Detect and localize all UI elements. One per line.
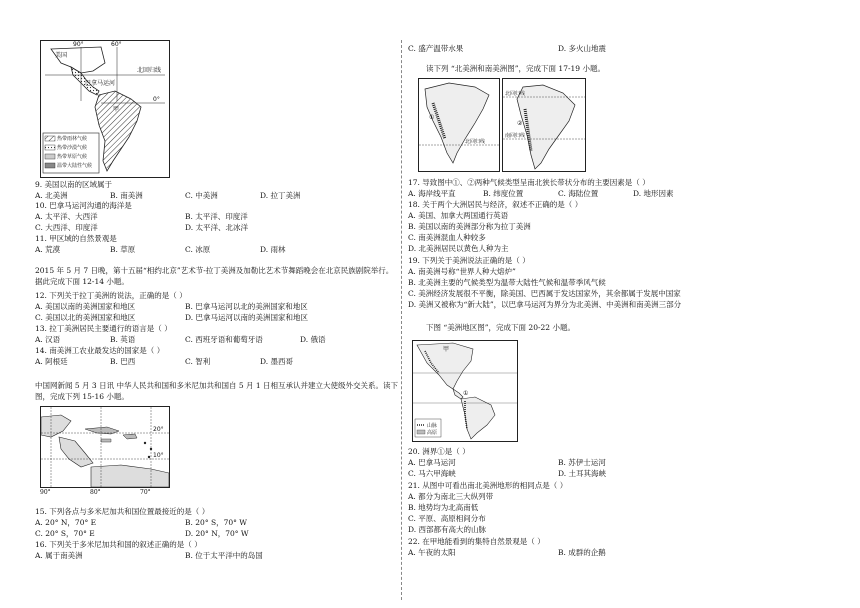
q14-option-a: A. 阿根廷 — [35, 357, 68, 366]
q20-option-a: A. 巴拿马运河 — [408, 458, 456, 467]
q14-option-d: D. 墨西哥 — [260, 357, 294, 366]
tropic-n-label-sa: 北回归线 — [505, 91, 526, 97]
q19-stem: 19. 下列关于美洲说法正确的是（ ） — [408, 256, 530, 265]
map4-one: ① — [463, 390, 469, 397]
left-column — [30, 0, 400, 608]
q10-option-a: A. 太平洋、大西洋 — [35, 212, 98, 221]
lon80-label-map2: 80° — [90, 489, 101, 496]
q13-option-a: A. 汉语 — [35, 335, 61, 344]
q14-option-c: C. 智利 — [185, 357, 211, 366]
q13-option-d: D. 俄语 — [300, 335, 326, 344]
q9-option-a: A. 北美洲 — [35, 191, 68, 200]
q13-stem: 13. 拉丁美洲居民主要通行的语言是（ ） — [35, 324, 172, 333]
q11-stem: 11. 甲区域的自然景观是 — [35, 234, 117, 243]
tropic-n-label: 北回归线 — [465, 139, 486, 145]
tropic-label: 北回归线 — [137, 67, 162, 74]
lat20-label: 20° — [153, 426, 164, 433]
q20-stem: 20. 洲界①是（ ） — [408, 447, 470, 456]
q17-option-c: C. 海陆位置 — [558, 189, 599, 198]
legend-plateau: 高原 — [427, 430, 438, 436]
column-divider — [401, 40, 402, 600]
q19-option-b: B. 北美洲主要的气候类型为温带大陆性气候和温带季风气候 — [408, 278, 606, 287]
q18-option-b: B. 美国以南的美洲部分称为拉丁美洲 — [408, 222, 531, 231]
tropic-s-label: 南回归线 — [505, 133, 526, 139]
q15-option-b: B. 20° S，70° W — [185, 518, 247, 527]
q19-option-a: A. 南美洲号称“世界人种大熔炉” — [408, 267, 516, 276]
north-america-map — [418, 78, 500, 172]
q18-option-c: C. 南美洲混血人种较多 — [408, 233, 486, 242]
intro-12-14-line2: 据此完成下面 12-14 小题。 — [35, 277, 129, 286]
q13-option-b: B. 英语 — [110, 335, 136, 344]
q10-option-b: B. 太平洋、印度洋 — [185, 212, 248, 221]
q16-option-a: A. 属于南美洲 — [35, 551, 83, 560]
americas-map — [412, 340, 518, 442]
q9-option-d: D. 拉丁美洲 — [260, 191, 301, 200]
lon90-label-map2: 90° — [40, 489, 51, 496]
q11-option-c: C. 冰原 — [185, 245, 211, 254]
map4-jia: 甲 — [443, 346, 450, 353]
q20-option-b: B. 苏伊士运河 — [558, 458, 606, 467]
q21-option-b: B. 地势均为北高南低 — [408, 503, 479, 512]
lat0-label: 0° — [153, 96, 160, 103]
q21-option-a: A. 都分为南北三大纵列带 — [408, 492, 494, 501]
q15-stem: 15. 下列各点与多米尼加共和国位置最接近的是（ ） — [35, 507, 210, 516]
q21-option-d: D. 西部都有高大的山脉 — [408, 525, 487, 534]
q20-option-d: D. 土耳其海峡 — [558, 469, 607, 478]
q17-option-d: D. 地形因素 — [633, 189, 674, 198]
q11-option-d: D. 雨林 — [260, 245, 286, 254]
q10-option-d: D. 太平洋、北冰洋 — [185, 223, 249, 232]
south-america-map — [502, 78, 586, 172]
lon60-label: 60° — [111, 41, 122, 48]
q17-option-a: A. 海岸线平直 — [408, 189, 456, 198]
q14-option-b: B. 巴西 — [110, 357, 136, 366]
q19-option-d: D. 美洲又被称为“新大陆”，以巴拿马运河为界分为北美洲、中美洲和南美洲三部分 — [408, 300, 682, 309]
legend-1: 热带雨林气候 — [57, 136, 88, 142]
right-column — [408, 0, 838, 608]
q22-stem: 22. 在甲地能看到的集特自然景观是（ ） — [408, 537, 545, 546]
q9-option-c: C. 中美洲 — [185, 191, 218, 200]
q9-option-b: B. 南美洲 — [110, 191, 143, 200]
q16-option-c: C. 盛产温带水果 — [408, 44, 464, 53]
lon90-label: 90° — [73, 41, 84, 48]
q21-option-c: C. 平原、高原相间分布 — [408, 514, 486, 523]
map3-two: ② — [517, 120, 523, 127]
q12-option-c: C. 美国以北的美洲国家和地区 — [35, 313, 136, 322]
q12-option-a: A. 美国以南的美洲国家和地区 — [35, 302, 136, 311]
q18-option-a: A. 美国、加拿大两国通行英语 — [408, 211, 509, 220]
q17-option-b: B. 纬度位置 — [483, 189, 524, 198]
q17-stem: 17. 导致图中①、②两种气候类型呈南北狭长带状分布的主要因素是（ ） — [408, 178, 650, 187]
intro-15-16-line2: 图，完成下列 15-16 小题。 — [35, 392, 129, 401]
q12-option-d: D. 巴拿马运河以南的美洲国家和地区 — [185, 313, 309, 322]
q18-stem: 18. 关于两个大洲居民与经济，叙述不正确的是（ ） — [408, 200, 583, 209]
q16-option-d: D. 多火山地震 — [558, 44, 607, 53]
q10-option-c: C. 大西洋、印度洋 — [35, 223, 98, 232]
legend-3: 热带草原气候 — [57, 154, 88, 160]
q22-option-a: A. 午夜的太阳 — [408, 548, 456, 557]
q21-stem: 21. 从图中可看出南北美洲地形的相同点是（ ） — [408, 481, 568, 490]
q22-option-b: B. 成群的企鹅 — [558, 548, 606, 557]
q11-option-b: B. 草原 — [110, 245, 136, 254]
usa-label: 美国 — [55, 52, 68, 59]
intro-17-19: 读下列 “北美洲和南美洲图”，完成下面 17-19 小题。 — [426, 64, 605, 73]
q11-option-a: A. 荒漠 — [35, 245, 61, 254]
lon70-label-map2: 70° — [140, 489, 151, 496]
map3-one: ① — [429, 114, 435, 121]
q20-option-c: C. 马六甲海峡 — [408, 469, 456, 478]
caribbean-map — [40, 406, 170, 488]
q14-stem: 14. 南美洲工农业最发达的国家是（ ） — [35, 346, 165, 355]
q13-option-c: C. 西班牙语和葡萄牙语 — [185, 335, 263, 344]
lat10-label: 10° — [153, 452, 164, 459]
q9-stem: 9. 美国以南的区域属于 — [35, 180, 113, 189]
legend-4: 温带大陆性气候 — [57, 163, 93, 169]
q12-option-b: B. 巴拿马运河以北的美洲国家和地区 — [185, 302, 308, 311]
canal-label: 巴拿马运河 — [85, 80, 116, 87]
q18-option-d: D. 北美洲居民以黄色人种为主 — [408, 244, 509, 253]
q15-option-d: D. 20° N，70° W — [185, 529, 249, 538]
legend-2: 热带沙漠气候 — [57, 145, 88, 151]
q12-stem: 12. 下列关于拉丁美洲的说法，正确的是（ ） — [35, 291, 187, 300]
intro-20-22: 下图 “美洲地区图”，完成下面 20-22 小题。 — [426, 323, 575, 332]
q19-option-c: C. 美洲经济发展很不平衡，除美国、巴西属于发达国家外，其余都属于发展中国家 — [408, 289, 681, 298]
legend-mountain: 山脉 — [427, 423, 438, 429]
intro-12-14-line1: 2015 年 5 月 7 日晚，第十五届“相约北京”艺术节-拉丁美洲及加勒比艺术节舞蹈晚会在北京民族剧院举行。 — [35, 266, 394, 275]
q16-option-b: B. 位于太平洋中的岛国 — [185, 551, 263, 560]
q10-stem: 10. 巴拿马运河沟通的海洋是 — [35, 201, 132, 210]
jia-label: 甲 — [113, 106, 120, 113]
q15-option-c: C. 20° S，70° E — [35, 529, 95, 538]
latin-america-climate-map — [40, 40, 170, 178]
intro-15-16-line1: 中国网新闻 5 月 3 日讯 中华人民共和国和多米尼加共和国自 5 月 1 日相互承认并建立大使级外交关系。读下 — [35, 381, 399, 390]
q16-stem: 16. 下列关于多米尼加共和国的叙述正确的是（ ） — [35, 540, 202, 549]
q15-option-a: A. 20° N，70° E — [35, 518, 97, 527]
